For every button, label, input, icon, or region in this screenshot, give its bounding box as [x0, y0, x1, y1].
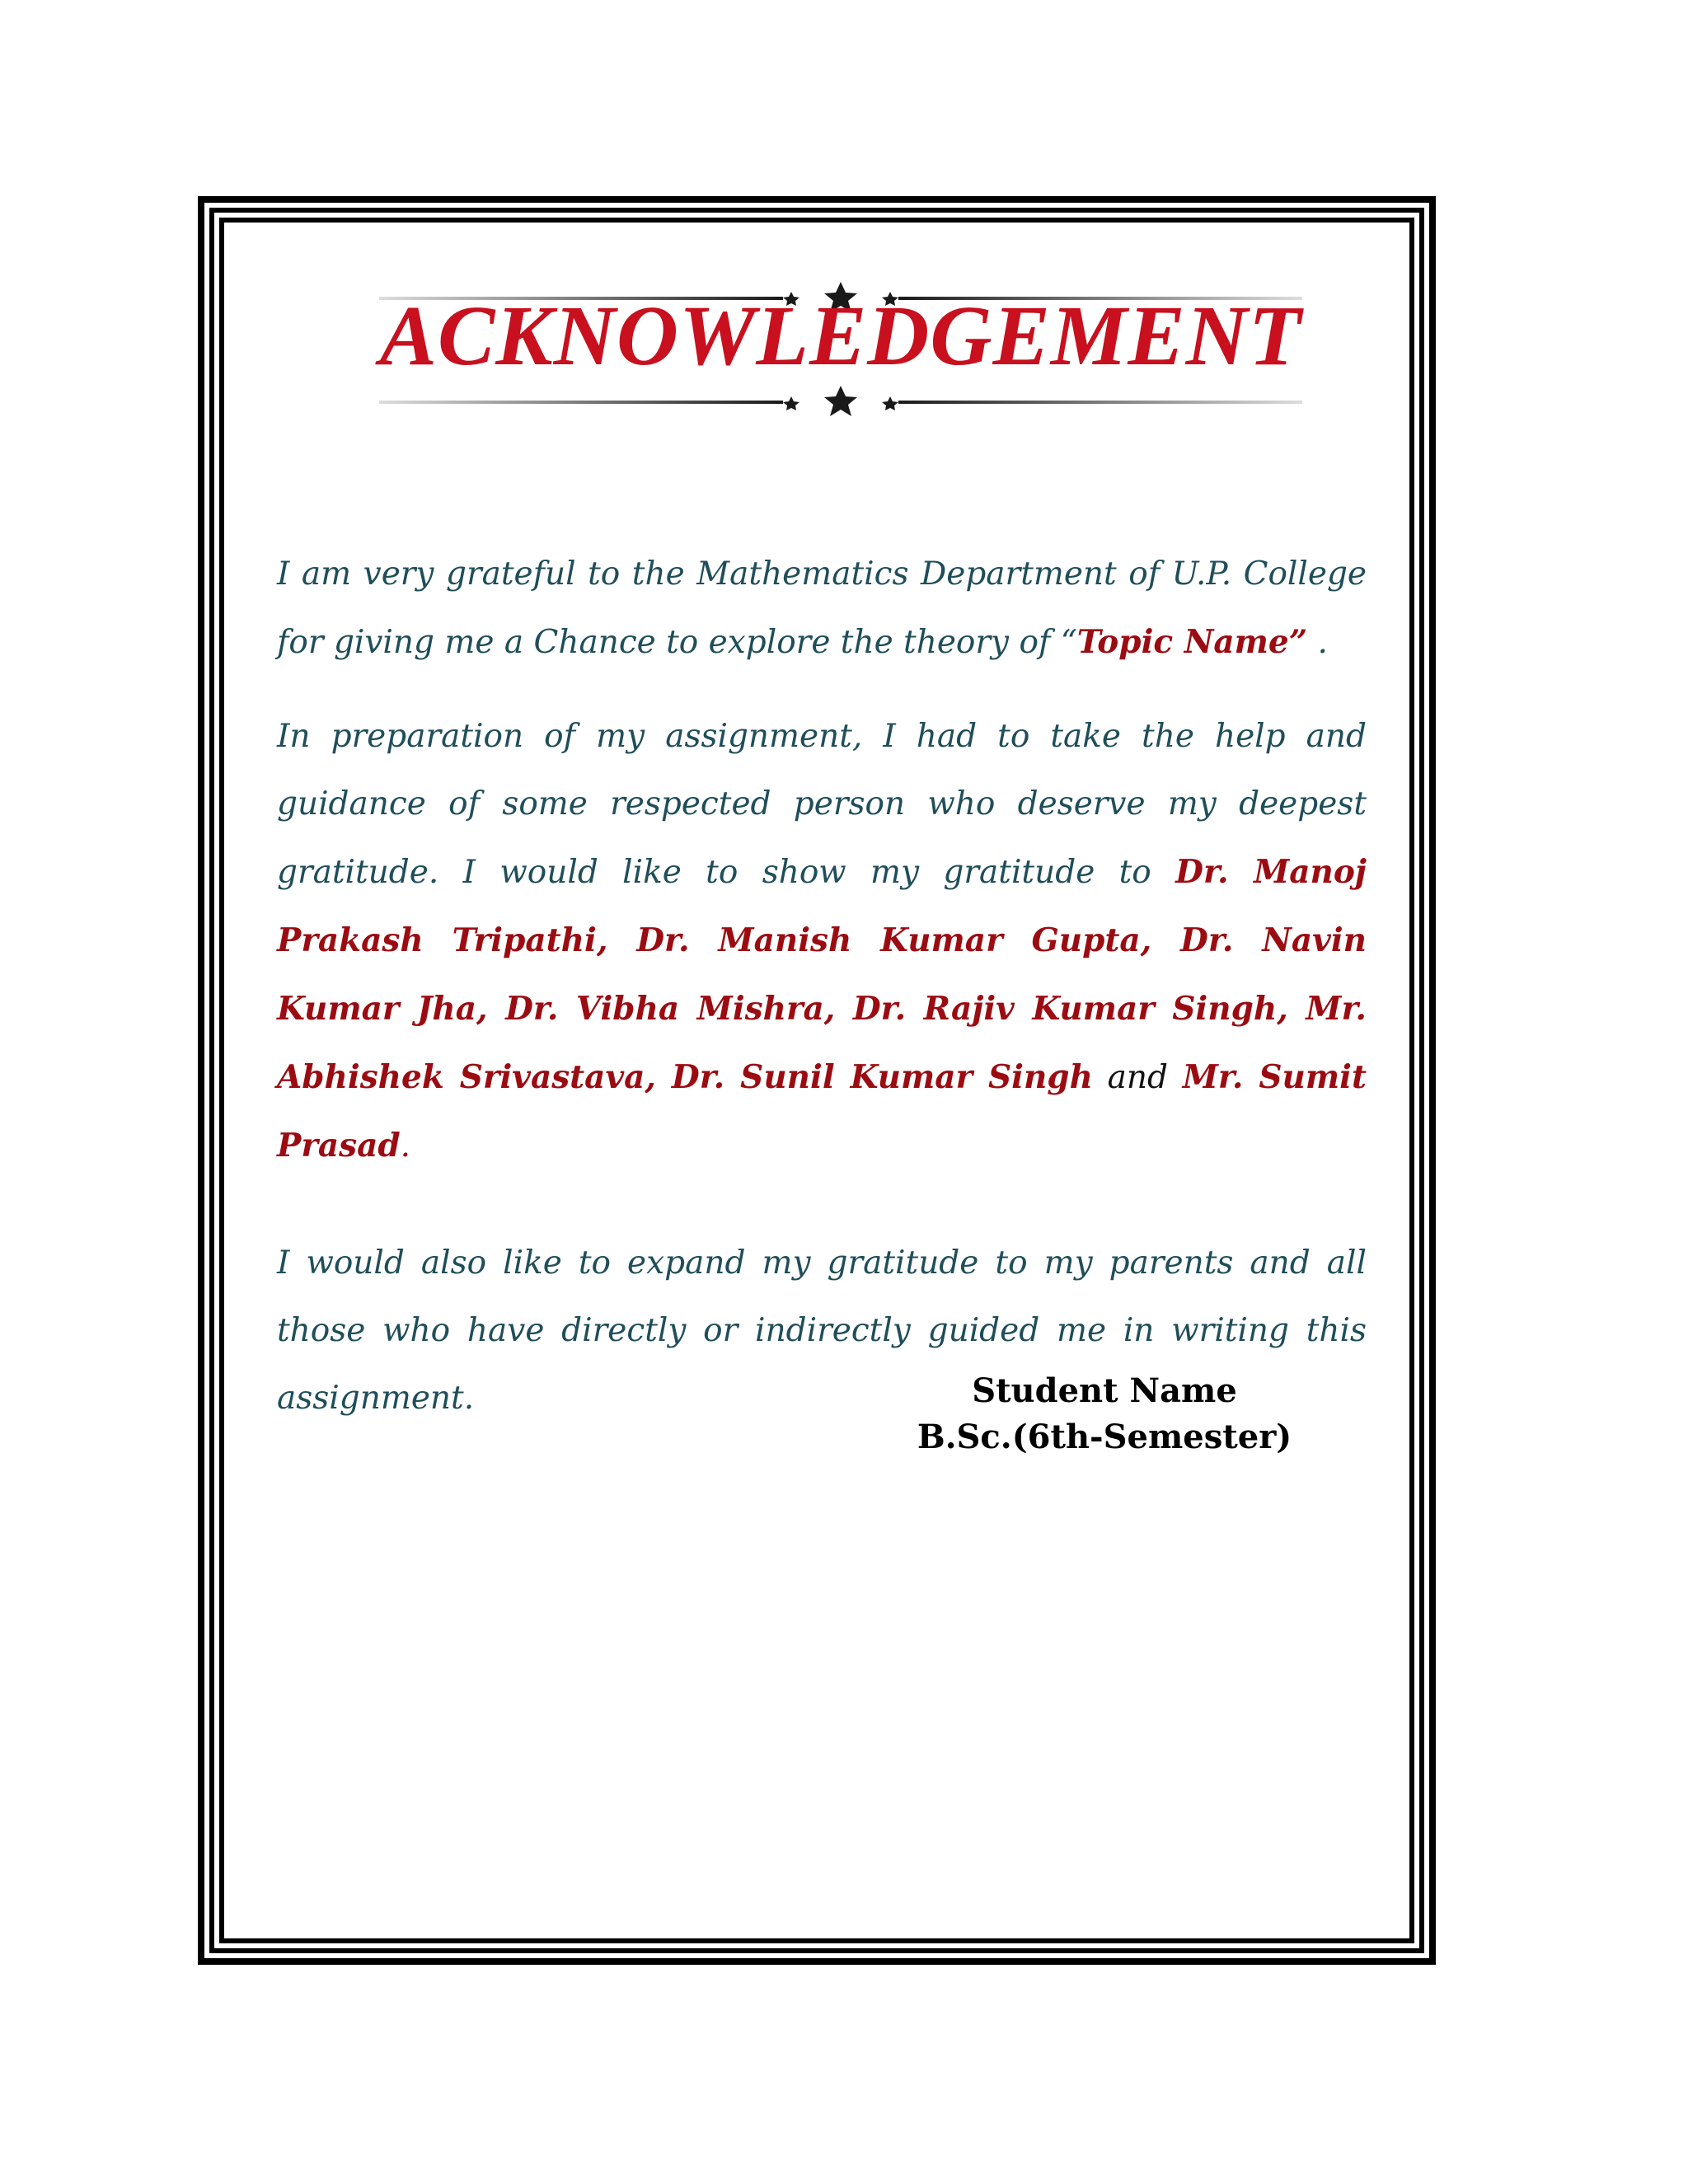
paragraph-1-text: I am very grateful to the Mathematics Department of U.P. College for giving me a Chance to explore the theory of “ — [277, 555, 1367, 661]
topic-name: Topic Name” — [1076, 623, 1308, 661]
paragraph-2-text: In preparation of my assignment, I had to take the help and guidance of some respected person who deserve my deepest gratitude. I would like to show my gratitude to — [277, 718, 1367, 891]
ornament-bottom-star-small-right — [882, 396, 898, 410]
paragraph-gratitude-department — [277, 541, 1367, 677]
paragraph-1-end: . — [1307, 624, 1328, 661]
ornament-bottom-line-right — [898, 401, 1302, 404]
heading-block — [363, 280, 1319, 429]
paragraph-2-end: . — [400, 1127, 411, 1165]
acknowledgement-body — [277, 541, 1367, 1432]
ornament-bottom-line-left — [379, 401, 783, 404]
faculty-names: Dr. Manoj Prakash Tripathi, Dr. Manish Kumar Gupta, Dr. Navin Kumar Jha, Dr. Vibha Mishra, Dr. Rajiv Kumar Singh, Mr. Abhishek Srivastava, Dr. Sunil Kumar Singh — [277, 853, 1367, 1096]
student-class: B.Sc.(6th-Semester) — [917, 1418, 1292, 1456]
ornament-bottom-star-small-left — [783, 396, 799, 410]
paragraph-gratitude-parents: I would also like to expand my gratitude to my parents and all those who have directly or indirectly guided me in writing this assignment. — [277, 1244, 1367, 1417]
signature-block — [907, 1368, 1302, 1460]
student-name: Student Name — [972, 1371, 1237, 1410]
paragraph-gratitude-faculty — [277, 703, 1367, 1180]
page-title: ACKNOWLEDGEMENT — [379, 288, 1302, 383]
faculty-name-last: Mr. Sumit Prasad — [277, 1058, 1367, 1165]
ornament-bottom-star-large — [824, 386, 857, 416]
names-connector: and — [1092, 1059, 1183, 1096]
